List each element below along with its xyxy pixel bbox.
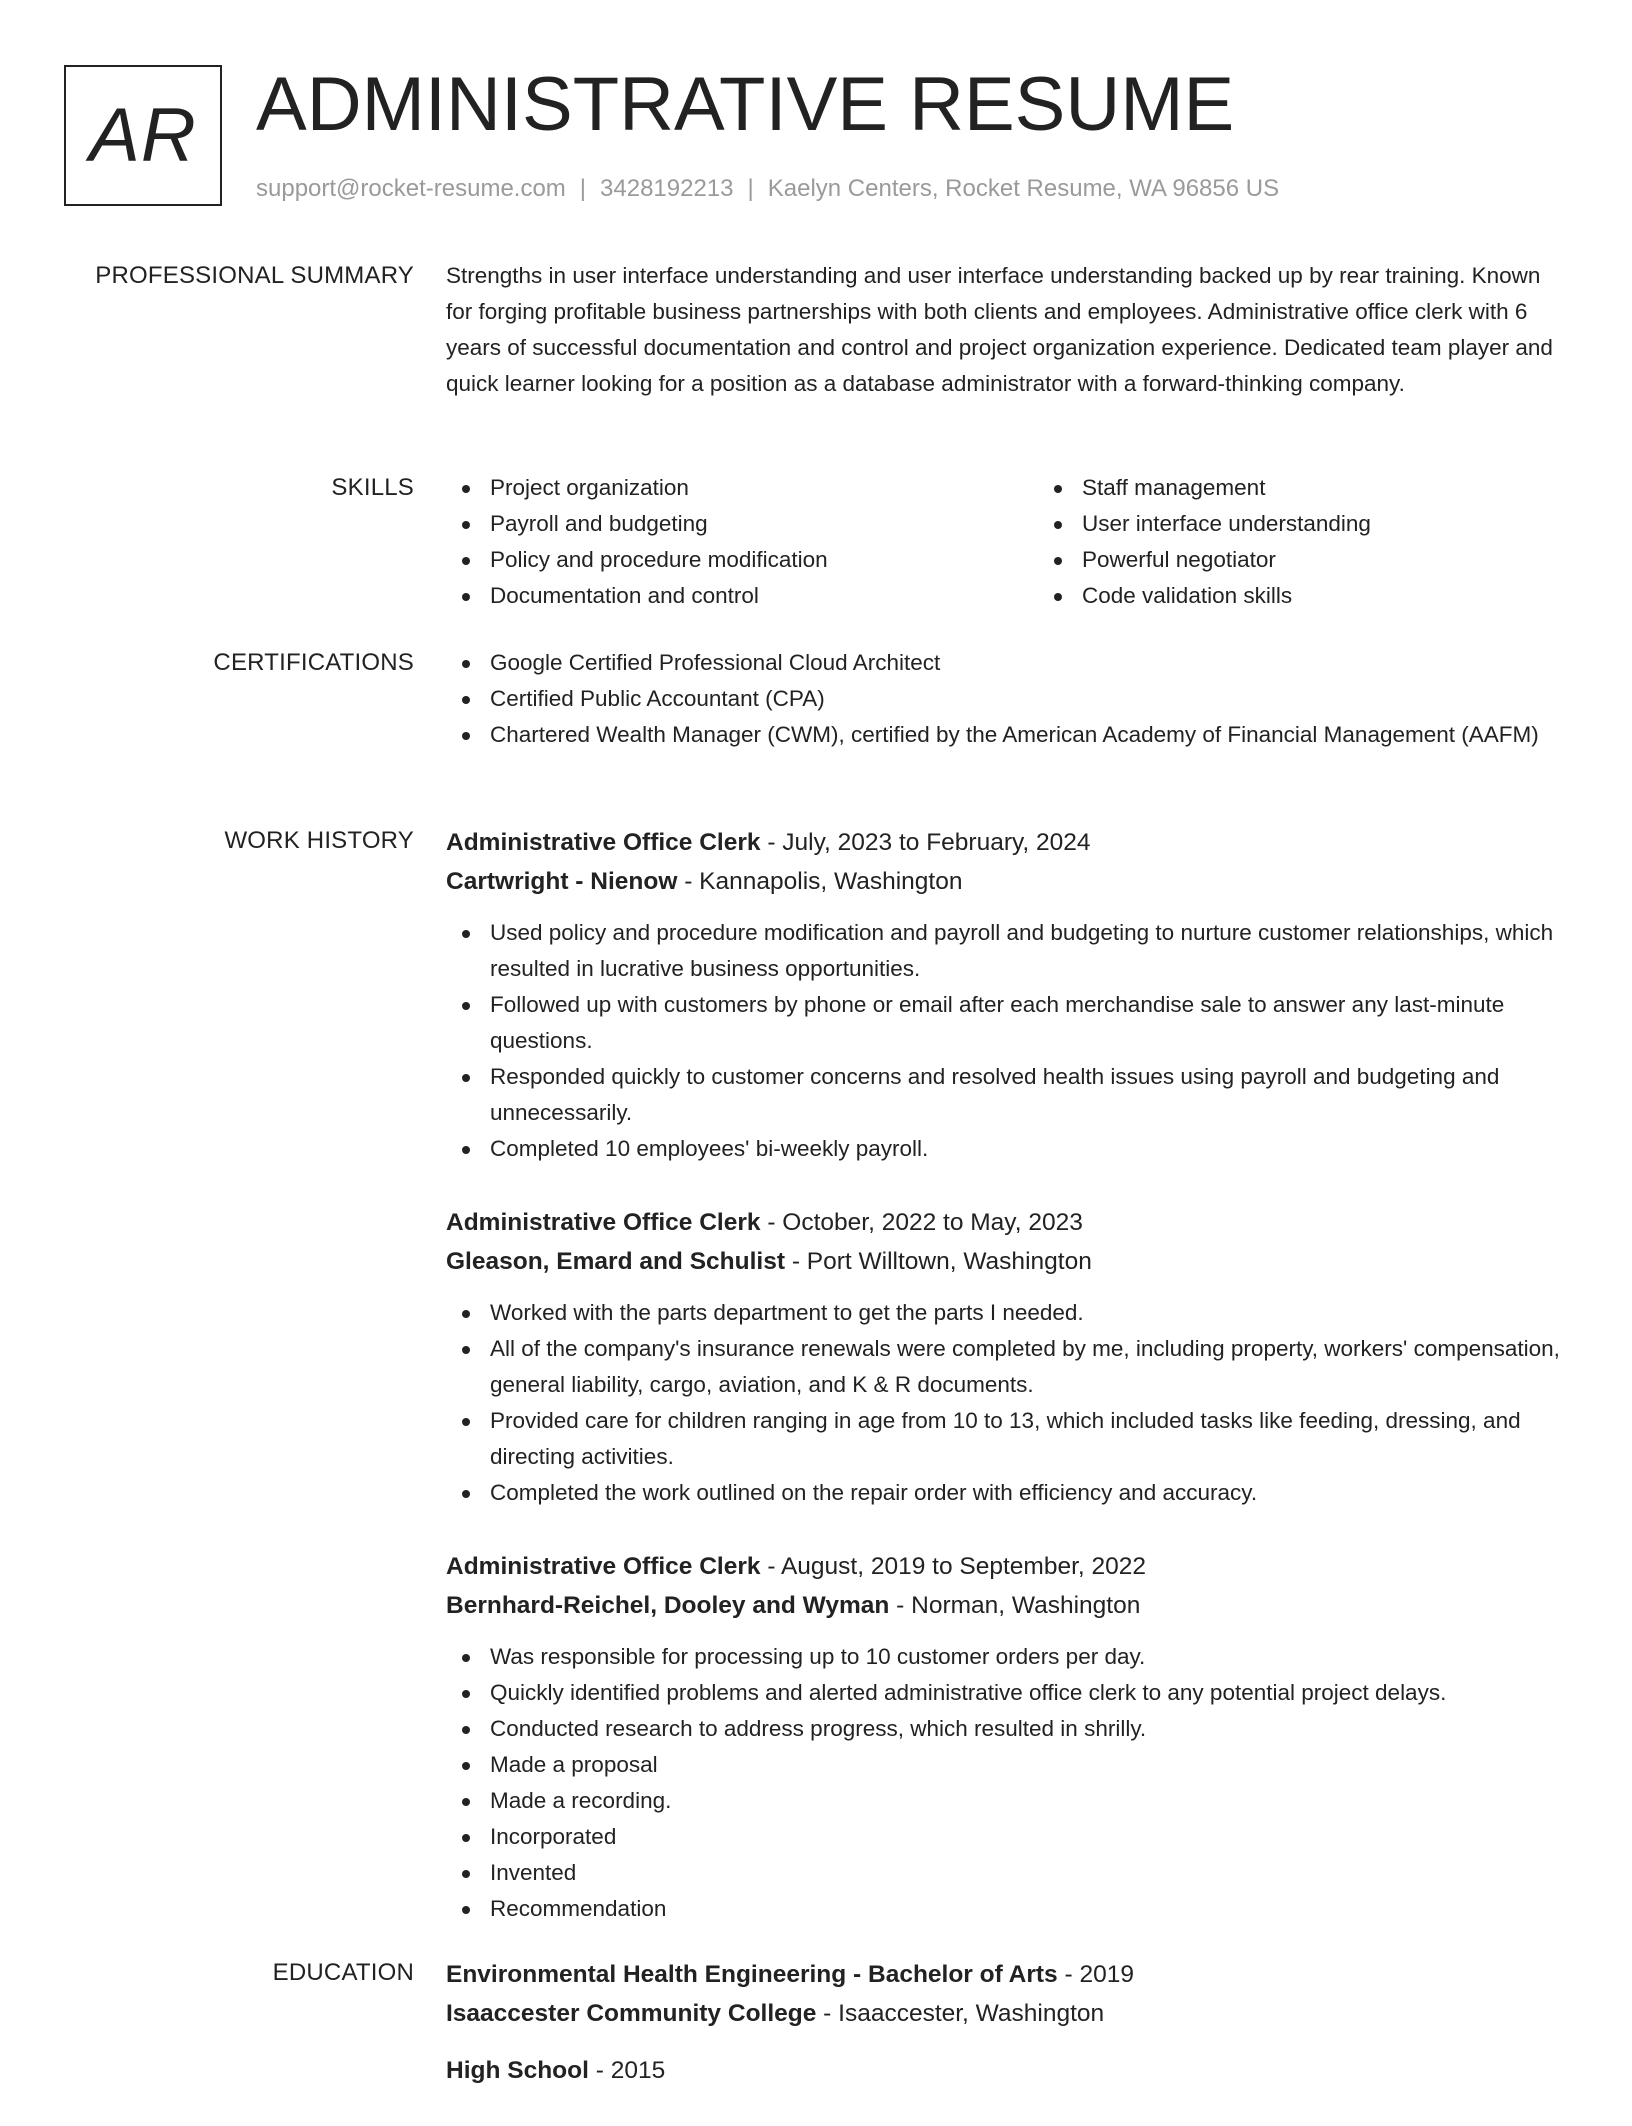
section-label-summary: PROFESSIONAL SUMMARY (95, 262, 414, 289)
job-company: Gleason, Emard and Schulist (446, 1248, 786, 1275)
contact-email: support@rocket-resume.com (256, 175, 566, 202)
job-duty-item: Quickly identified problems and alerted administrative office clerk to any potential project delays. (490, 1675, 1568, 1711)
job-duty-item: Used policy and procedure modification and payroll and budgeting to nurture customer relationships, which resulted in lucrative business opportunities. (490, 915, 1568, 987)
work-history-section (64, 823, 1568, 1963)
job-duty-item: All of the company's insurance renewals were completed by me, including property, workers' compensation, general liability, cargo, aviation, and K & R documents. (490, 1331, 1568, 1403)
work-history-body (446, 823, 1568, 1963)
job-duty-item: Conducted research to address progress, which resulted in shrilly. (490, 1711, 1568, 1747)
education-entry (446, 2051, 1568, 2090)
skills-section (64, 470, 1568, 614)
skill-item: Code validation skills (1082, 578, 1630, 614)
job-duty-item: Responded quickly to customer concerns and resolved health issues using payroll and budgeting and unnecessarily. (490, 1059, 1568, 1131)
resume-title: ADMINISTRATIVE RESUME (256, 62, 1235, 147)
skill-item: Project organization (490, 470, 1038, 506)
job-entry (446, 1547, 1568, 1927)
education-school-line (446, 1994, 1568, 2033)
education-section (64, 1955, 1568, 2126)
job-duty-item: Made a recording. (490, 1783, 1568, 1819)
education-degree: High School (446, 2057, 589, 2084)
skill-item: Payroll and budgeting (490, 506, 1038, 542)
job-dates: - October, 2022 to May, 2023 (760, 1209, 1083, 1236)
job-duty-item: Invented (490, 1855, 1568, 1891)
professional-summary-section (64, 258, 1568, 402)
job-duty-item: Incorporated (490, 1819, 1568, 1855)
section-label-skills: SKILLS (331, 474, 414, 501)
education-entry (446, 1955, 1568, 2033)
job-entry (446, 823, 1568, 1167)
job-title: Administrative Office Clerk (446, 829, 761, 856)
job-dates: - July, 2023 to February, 2024 (760, 829, 1091, 856)
job-duty-item: Followed up with customers by phone or email after each merchandise sale to answer any last-minute questions. (490, 987, 1568, 1059)
skills-body (446, 470, 1630, 614)
job-duties-list (446, 915, 1568, 1167)
job-duties-list (446, 1639, 1568, 1927)
job-duty-item: Recommendation (490, 1891, 1568, 1927)
job-duty-item: Completed the work outlined on the repair order with efficiency and accuracy. (490, 1475, 1568, 1511)
job-title: Administrative Office Clerk (446, 1209, 761, 1236)
contact-separator: | (579, 175, 587, 202)
skill-item: User interface understanding (1082, 506, 1630, 542)
job-title-line (446, 823, 1568, 862)
skills-grid (446, 470, 1630, 614)
job-location: - Norman, Washington (889, 1592, 1141, 1619)
job-company: Cartwright - Nienow (446, 868, 678, 895)
certification-item: Certified Public Accountant (CPA) (490, 681, 1568, 717)
education-year: - 2015 (588, 2057, 666, 2084)
education-location: - Isaaccester, Washington (816, 2000, 1105, 2027)
job-title: Administrative Office Clerk (446, 1553, 761, 1580)
education-degree-line (446, 1955, 1568, 1994)
job-dates: - August, 2019 to September, 2022 (760, 1553, 1146, 1580)
section-label-education: EDUCATION (272, 1959, 414, 1986)
job-duty-item: Worked with the parts department to get the parts I needed. (490, 1295, 1568, 1331)
education-degree: Environmental Health Engineering - Bachelor of Arts (446, 1961, 1058, 1988)
certification-item: Google Certified Professional Cloud Architect (490, 645, 1568, 681)
contact-phone: 3428192213 (600, 175, 734, 202)
monogram-badge: AR (64, 65, 222, 206)
skills-column-2 (1038, 470, 1630, 614)
section-label-certifications: CERTIFICATIONS (213, 649, 414, 676)
skill-item: Powerful negotiator (1082, 542, 1630, 578)
contact-separator: | (747, 175, 754, 202)
skill-item: Policy and procedure modification (490, 542, 1038, 578)
contact-line (256, 175, 1279, 203)
job-location: - Port Willtown, Washington (785, 1248, 1092, 1275)
skills-column-1 (446, 470, 1038, 614)
job-duty-item: Made a proposal (490, 1747, 1568, 1783)
skill-item: Documentation and control (490, 578, 1038, 614)
certifications-section (64, 645, 1568, 753)
job-title-line (446, 1547, 1568, 1586)
job-company-line (446, 1242, 1568, 1281)
job-duty-item: Completed 10 employees' bi-weekly payroll. (490, 1131, 1568, 1167)
job-company-line (446, 1586, 1568, 1625)
job-company-line (446, 862, 1568, 901)
summary-body (446, 258, 1568, 402)
certifications-list (446, 645, 1568, 753)
education-degree-line (446, 2051, 1568, 2090)
education-school: Isaaccester Community College (446, 2000, 817, 2027)
job-duties-list (446, 1295, 1568, 1511)
section-label-work-history: WORK HISTORY (224, 827, 414, 854)
contact-address: Kaelyn Centers, Rocket Resume, WA 96856 US (767, 175, 1280, 202)
certification-item: Chartered Wealth Manager (CWM), certified by the American Academy of Financial Management (AAFM) (490, 717, 1568, 753)
job-company: Bernhard-Reichel, Dooley and Wyman (446, 1592, 890, 1619)
skill-item: Staff management (1082, 470, 1630, 506)
education-year: - 2019 (1057, 1961, 1134, 1988)
certifications-body (446, 645, 1568, 753)
job-title-line (446, 1203, 1568, 1242)
education-body (446, 1955, 1568, 2126)
job-duty-item: Provided care for children ranging in age from 10 to 13, which included tasks like feeding, dressing, and directing activities. (490, 1403, 1568, 1475)
job-entry (446, 1203, 1568, 1511)
summary-text: Strengths in user interface understanding and user interface understanding backed up by rear training. Known for forging profitable business partnerships with both clients and employees. Administrative office clerk with 6 years of successful documentation and control and project organization experience. Dedicated team player and quick learner looking for a position as a database administrator with a forward-thinking company. (446, 263, 1553, 396)
resume-header (64, 62, 1568, 210)
job-location: - Kannapolis, Washington (677, 868, 963, 895)
job-duty-item: Was responsible for processing up to 10 customer orders per day. (490, 1639, 1568, 1675)
